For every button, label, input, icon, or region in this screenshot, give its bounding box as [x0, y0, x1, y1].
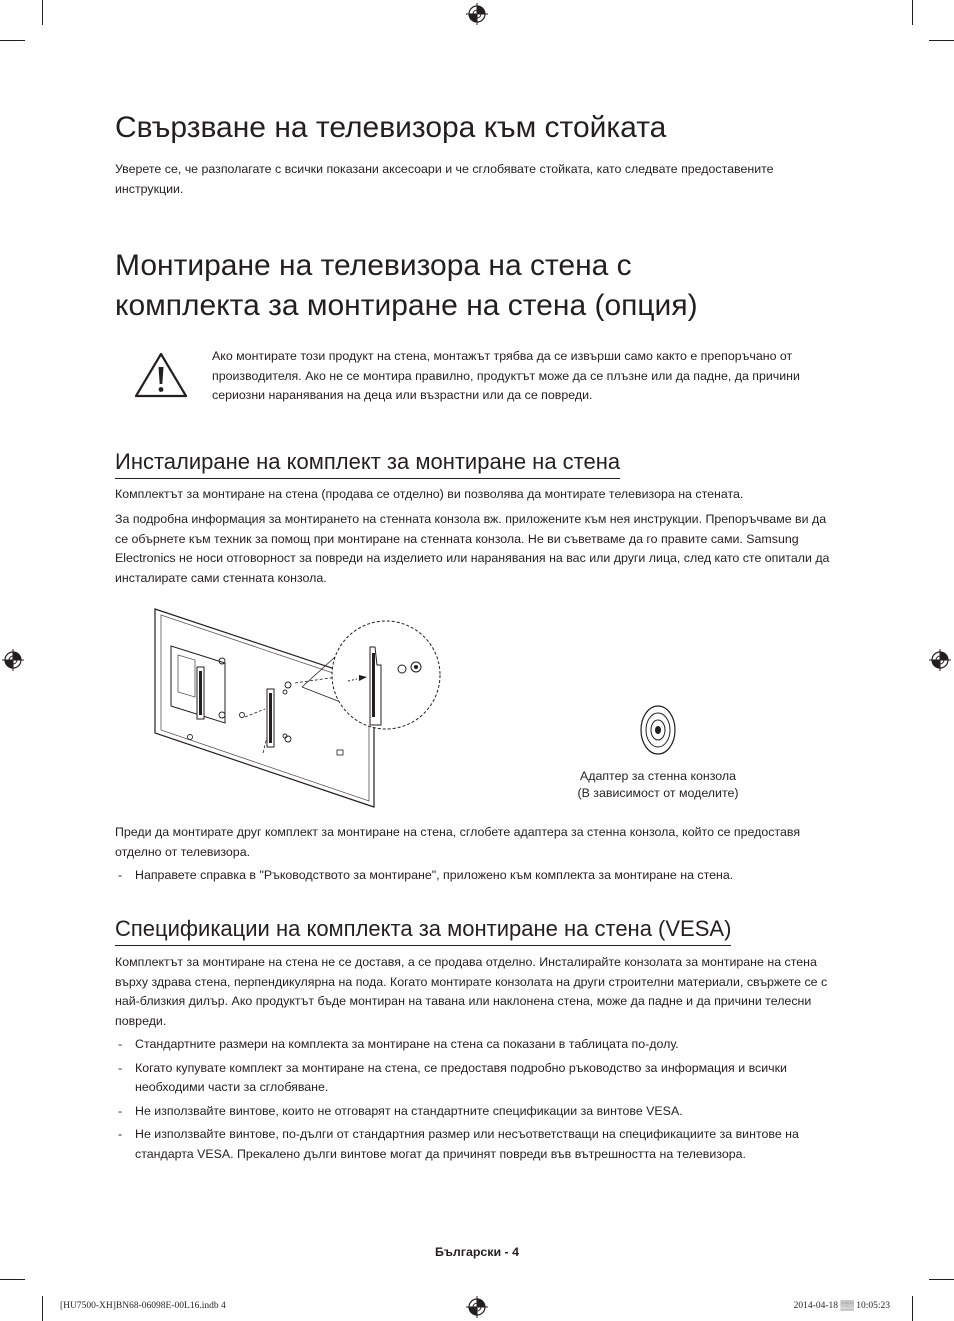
install-kit-para3: Преди да монтирате друг комплект за монтиране на стена, сглобете адаптера за стенна конзола, който се предоставя отделно от телевизора.	[115, 825, 801, 859]
crop-mark	[0, 40, 25, 41]
crop-mark	[0, 1279, 25, 1280]
vesa-section-heading	[115, 915, 731, 946]
wall-mount-section-title	[115, 246, 895, 326]
crop-mark	[929, 40, 954, 41]
registration-mark-icon	[466, 3, 488, 25]
stand-section-text: Уверете се, че разполагате с всички показани аксесоари и че сглобявате стойката, като следвате предоставените инструкции.	[115, 162, 774, 196]
install-kit-section-title: Инсталиране на комплект за монтиране на стена	[115, 448, 620, 479]
crop-mark	[42, 0, 43, 25]
wall-mount-illustration	[145, 605, 445, 815]
crop-mark	[42, 1296, 43, 1321]
vesa-section-title: Спецификации на комплекта за монтиране на стена (VESA)	[115, 915, 731, 946]
page-number: Български - 4	[434, 1245, 520, 1259]
install-kit-para1: Комплектът за монтиране на стена (продава се отделно) ви позволява да монтирате телевизора на стената.	[115, 487, 744, 501]
registration-mark-icon	[929, 649, 951, 671]
adapter-caption	[548, 768, 768, 802]
install-kit-section-heading	[115, 448, 620, 479]
registration-mark-icon	[466, 1296, 488, 1318]
crop-mark	[929, 1279, 954, 1280]
adapter-caption-line2: (В зависимост от моделите)	[577, 786, 739, 800]
wall-mount-title-line2: комплекта за монтиране на стена (опция)	[115, 289, 698, 322]
wall-mount-title-line1: Монтиране на телевизора на стена с	[115, 249, 632, 282]
install-kit-para2: За подробна информация за монтирането на стенната конзола вж. приложените към нея инструкции. Препоръчваме ви да се обърнете към техник за помощ при монтиране на стенната конзола. Не ви съветваме да го правите сами. Samsung Electronics не носи отговорност за повреди на изделието или наранявания на вас или други лица, след като сте опитали да инсталирате сами стенната конзола.	[115, 512, 830, 585]
registration-mark-icon	[2, 649, 24, 671]
list-item: - Не използвайте винтове, по-дълги от стандартния размер или несъответстващи на спецификациите за винтове на стандарта VESA. Прекалено дълги винтове могат да причинят повреди във вътрешността на телевизора.	[115, 1125, 840, 1164]
wall-bracket-adapter-icon	[638, 704, 678, 756]
list-item: - Не използвайте винтове, които не отговарят на стандартните спецификации за винтове VESA.	[115, 1102, 840, 1122]
date-info: 2014-04-18 ▒▒ 10:05:23	[793, 1301, 890, 1311]
install-kit-bullet-list	[115, 866, 840, 890]
warning-triangle-icon	[133, 351, 189, 399]
list-item: - Направете справка в "Ръководството за монтиране", приложено към комплекта за монтиране на стена.	[115, 866, 840, 886]
list-item: - Стандартните размери на комплекта за монтиране на стена са показани в таблицата по-долу.	[115, 1035, 840, 1055]
vesa-bullet-list	[115, 1035, 840, 1168]
stand-section-title: Свързване на телевизора към стойката	[115, 111, 667, 144]
crop-mark	[912, 1296, 913, 1321]
wall-mount-warning-text: Ако монтирате този продукт на стена, монтажът трябва да се извърши само както е препоръчано от производителя. Ако не се монтира правилно, продуктът може да се плъзне или да падне, да причини сериозни наранявания на деца или възрастни или да се повреди.	[212, 349, 800, 402]
vesa-para1: Комплектът за монтиране на стена не се доставя, а се продава отделно. Инсталирайте конзолата за монтиране на стена върху здрава стена, перпендикулярна на пода. Когато монтирате конзолата на други строителни материали, свържете се с най-близкия дилър. Ако продуктът бъде монтиран на тавана или наклонена стена, може да падне и да причини телесни повреди.	[115, 955, 828, 1028]
list-item: - Когато купувате комплект за монтиране на стена, се предоставя подробно ръководство за информация и всички необходими части за сглобяване.	[115, 1059, 840, 1098]
file-info: [HU7500-XH]BN68-06098E-00L16.indb 4	[60, 1301, 226, 1311]
crop-mark	[912, 0, 913, 25]
adapter-caption-line1: Адаптер за стенна конзола	[579, 769, 737, 783]
